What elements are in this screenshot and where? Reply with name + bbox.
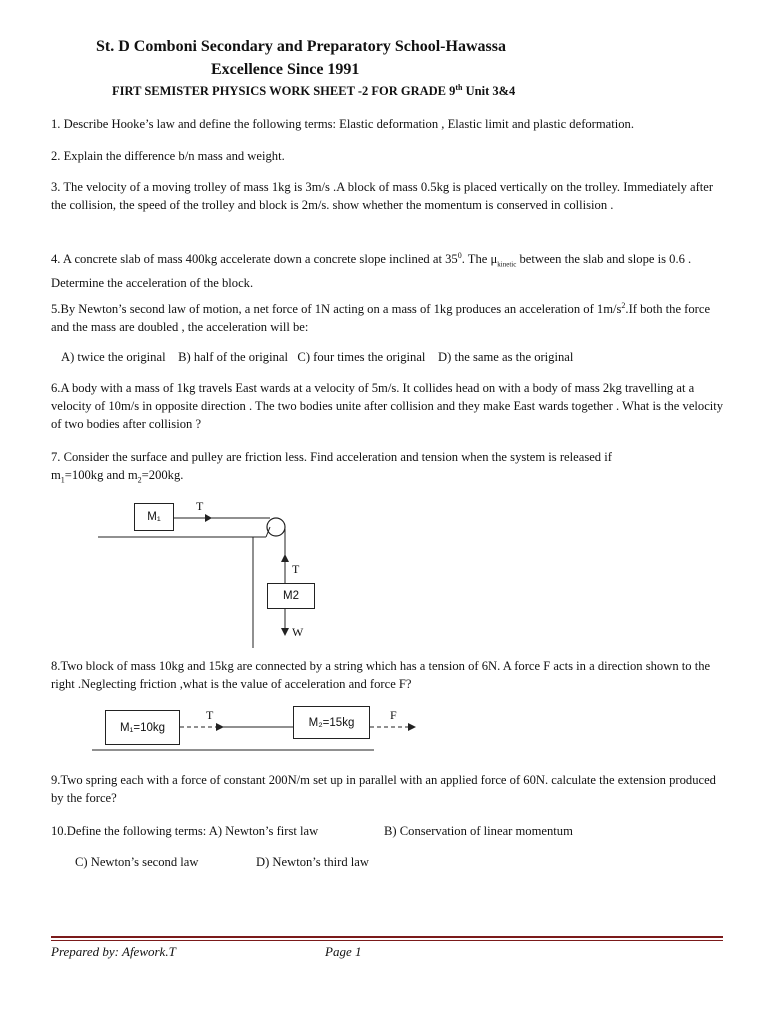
q7-m1-sub: 1: [60, 475, 65, 485]
tension-label-8: T: [206, 708, 214, 722]
q7-m1-val: =100kg and m: [64, 468, 138, 482]
worksheet-title: [112, 83, 515, 99]
worksheet-title-main: FIRT SEMISTER PHYSICS WORK SHEET -2 FOR GRADE 9: [112, 84, 456, 99]
question-10-line1a: 10.Define the following terms: A) Newton’s first law: [51, 824, 319, 838]
question-5-part-b: .If both the force and the mass are doubled , the acceleration will be:: [51, 302, 711, 335]
question-4: [51, 247, 731, 292]
worksheet-title-sup: th: [455, 83, 463, 92]
question-7-line2: [51, 466, 731, 490]
question-6: 6.A body with a mass of 1kg travels East wards at a velocity of 5m/s. It collides head on with a body of mass 2kg travelling at a velocity of 10m/s in opposite direction . The two bodies unite after collision and they make East wards together . What is the velocity of two bodies after collision ?: [51, 381, 724, 431]
weight-arrow-icon: [281, 628, 289, 636]
tension-arrow-icon: [205, 514, 212, 522]
worksheet-title-unit: Unit 3&4: [462, 84, 516, 99]
footer-rule-bottom: [51, 940, 723, 941]
pulley-support: [266, 527, 270, 537]
tension-up-arrow-icon: [281, 554, 289, 562]
q7-m2-val: =200kg.: [141, 468, 184, 482]
block-m2-15kg: M₂=15kg: [293, 706, 370, 739]
q7-m1: m: [51, 468, 61, 482]
question-4-degree: 0: [457, 251, 462, 260]
pulley-icon: [267, 518, 285, 536]
q7-m2-sub: 2: [137, 475, 142, 485]
question-4-kinetic-sub: kinetic: [497, 260, 517, 269]
tension-label-top: T: [196, 499, 204, 513]
block-m2: M2: [267, 583, 315, 609]
school-motto: Excellence Since 1991: [211, 61, 360, 78]
footer-page-number: Page 1: [325, 944, 362, 959]
question-1: 1. Describe Hooke’s law and define the following terms: Elastic deformation , Elastic limit and plastic deformation.: [51, 117, 635, 131]
weight-label: W: [292, 625, 304, 639]
question-10-line2a: C) Newton’s second law: [75, 855, 199, 869]
question-5-options: A) twice the original B) half of the original C) four times the original D) the same as the original: [61, 350, 574, 364]
question-5-part-a: 5.By Newton’s second law of motion, a net force of 1N acting on a mass of 1kg produces an acceleration of 1m/s: [51, 302, 622, 317]
school-name: St. D Comboni Secondary and Preparatory School-Hawassa: [96, 38, 506, 55]
question-4-part-a: 4. A concrete slab of mass 400kg accelerate down a concrete slope inclined at 35: [51, 252, 458, 267]
question-10-line1b: B) Conservation of linear momentum: [384, 824, 573, 838]
question-7: [51, 448, 731, 490]
block-m1-10kg: M₁=10kg: [105, 710, 180, 745]
question-2: 2. Explain the difference b/n mass and weight.: [51, 149, 285, 163]
tension-arrow-8-icon: [216, 723, 224, 731]
force-arrow-icon: [408, 723, 416, 731]
footer-rule-top: [51, 936, 723, 938]
tension-label-right: T: [292, 562, 300, 576]
question-3: 3. The velocity of a moving trolley of mass 1kg is 3m/s .A block of mass 0.5kg is placed vertically on the trolley. Immediately after the collision, the speed of the trolley and block is 2m/s. show whether the momentum is conserved in collision .: [51, 180, 714, 212]
question-7-line1: 7. Consider the surface and pulley are friction less. Find acceleration and tension when the system is released if: [51, 450, 612, 464]
footer-prepared-by: Prepared by: Afework.T: [51, 944, 176, 959]
question-5-sup: 2: [621, 301, 626, 310]
question-4-part-b: . The μ: [461, 252, 498, 267]
force-label: F: [390, 708, 397, 722]
question-5: [51, 297, 731, 336]
question-9: 9.Two spring each with a force of constant 200N/m set up in parallel with an applied force of 60N. calculate the extension produced by the force?: [51, 773, 716, 805]
question-10-line2b: D) Newton’s third law: [256, 855, 369, 869]
question-8: 8.Two block of mass 10kg and 15kg are connected by a string which has a tension of 6N. A force F acts in a direction shown to the right .Neglecting friction ,what is the value of acceleration and force F?: [51, 659, 711, 691]
block-m1: M₁: [134, 503, 174, 531]
question-4-part-c: between the slab and slope is 0.6 . Determine the acceleration of the block.: [51, 252, 692, 290]
